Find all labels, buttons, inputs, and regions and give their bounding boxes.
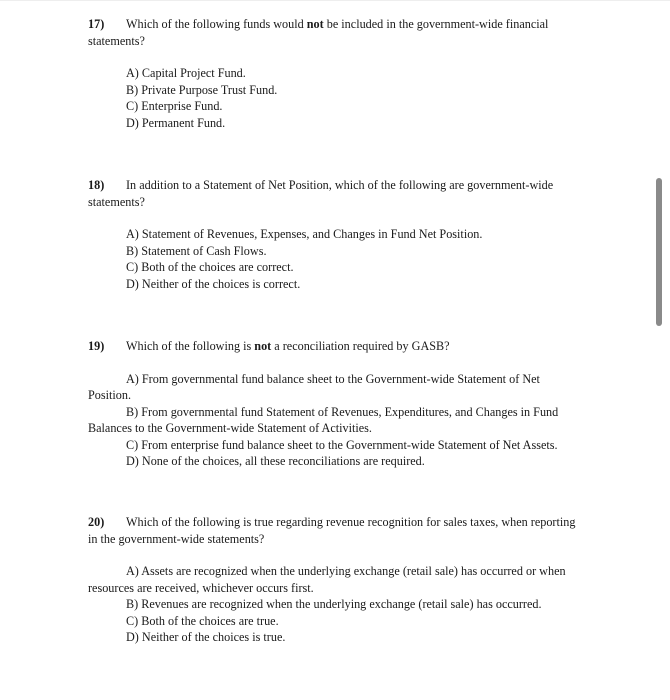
question-20 (88, 514, 580, 646)
question-number: 20) (88, 515, 105, 529)
choice-a: A) Statement of Revenues, Expenses, and Changes in Fund Net Position. (126, 227, 483, 241)
choice-a: A) Assets are recognized when the underlying exchange (retail sale) has occurred or when resources are received, whichever occurs first. (88, 564, 566, 595)
choice-b: B) From governmental fund Statement of Revenues, Expenditures, and Changes in Fund Balances to the Government-wide Statement of Activities. (88, 404, 559, 435)
question-number: 17) (88, 17, 105, 31)
stem-text-end: be included in the government-wide financial statements? (88, 17, 549, 48)
question-stem (88, 177, 580, 210)
choice-a: A) From governmental fund balance sheet to the Government-wide Statement of Net Position. (88, 371, 540, 402)
stem-emphasis: not (306, 17, 324, 31)
stem-text: Which of the following is true regarding revenue recognition for sales taxes, when reporting in the government-wide statements? (88, 515, 576, 546)
choice-d: D) Permanent Fund. (126, 115, 226, 130)
question-stem (88, 338, 580, 355)
choice-d: D) None of the choices, all these reconciliations are required. (126, 454, 425, 468)
vertical-scrollbar[interactable] (656, 178, 662, 326)
choice-a: A) Capital Project Fund. (126, 66, 246, 80)
choice-c: C) Both of the choices are true. (126, 613, 279, 628)
question-stem (88, 16, 580, 49)
choice-b: B) Revenues are recognized when the underlying exchange (retail sale) has occurred. (126, 597, 542, 611)
choice-b: B) Statement of Cash Flows. (126, 243, 267, 258)
choice-list (88, 371, 580, 470)
question-number: 18) (88, 178, 105, 192)
question-number: 19) (88, 339, 105, 353)
stem-text: In addition to a Statement of Net Position, which of the following are government-wide statements? (88, 178, 554, 209)
choice-c: C) Enterprise Fund. (126, 99, 223, 113)
stem-text-end: a reconciliation required by GASB? (271, 339, 450, 353)
choice-d: D) Neither of the choices is true. (126, 630, 286, 644)
choice-c: C) From enterprise fund balance sheet to the Government-wide Statement of Net Assets. (126, 437, 558, 452)
choice-b: B) Private Purpose Trust Fund. (126, 82, 278, 97)
stem-text: Which of the following funds would (126, 17, 307, 31)
stem-emphasis: not (254, 339, 272, 353)
choice-list (88, 226, 580, 292)
choice-c: C) Both of the choices are correct. (126, 260, 294, 274)
page-top-border (0, 0, 670, 1)
question-stem (88, 514, 580, 547)
question-18 (88, 177, 580, 292)
choice-list (88, 65, 580, 131)
question-17 (88, 16, 580, 131)
choice-d: D) Neither of the choices is correct. (126, 276, 301, 291)
choice-list (88, 563, 580, 646)
question-19 (88, 338, 580, 470)
stem-text: Which of the following is (126, 339, 255, 353)
